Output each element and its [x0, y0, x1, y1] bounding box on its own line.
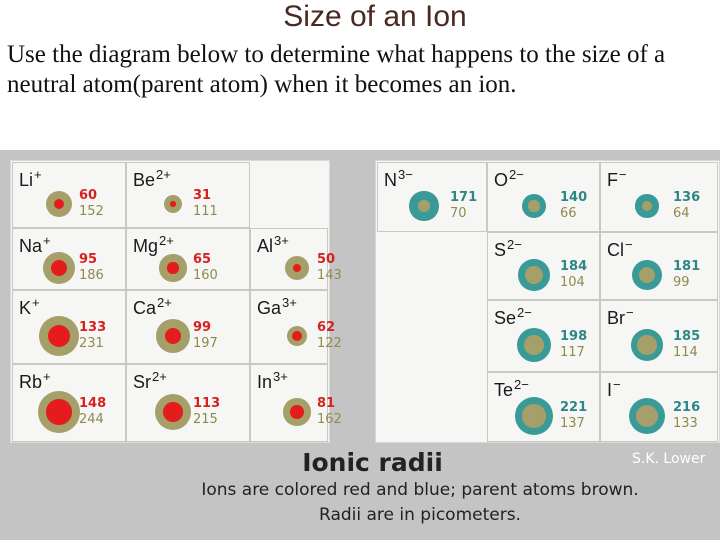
ion-radius: 133 [79, 320, 107, 335]
cation-cell-al [250, 228, 342, 290]
cation-circle [170, 201, 175, 206]
ion-radius: 221 [560, 400, 588, 415]
cation-circle [46, 399, 71, 424]
radius-values [673, 259, 700, 291]
atom-radius: 104 [560, 275, 585, 290]
radius-values [79, 396, 106, 428]
element-name: S [494, 240, 507, 260]
radius-values [560, 190, 587, 222]
parent-atom-circle [525, 266, 543, 284]
atom-radius: 231 [79, 336, 104, 351]
ion-charge: − [626, 305, 634, 320]
element-symbol [133, 369, 167, 393]
element-symbol [607, 305, 634, 329]
ion-radius: 99 [193, 320, 212, 335]
radius-values [450, 190, 477, 222]
element-symbol [607, 377, 621, 401]
element-name: Se [494, 308, 517, 328]
element-name: Te [494, 380, 514, 400]
element-symbol [257, 369, 288, 393]
figure-credit: S.K. Lower [632, 451, 706, 467]
anion-cell-te [487, 372, 600, 442]
element-name: Al [257, 236, 274, 256]
element-name: Br [607, 308, 625, 328]
radius-values [317, 320, 342, 352]
ion-radius: 95 [79, 252, 98, 267]
ion-charge: − [625, 237, 633, 252]
atom-radius: 215 [193, 412, 218, 427]
element-name: K [19, 298, 32, 318]
atom-radius: 122 [317, 336, 342, 351]
atom-radius: 133 [673, 416, 698, 431]
ion-charge: 2+ [156, 167, 171, 182]
question-prompt: Use the diagram below to determine what happens to the size of a neutral atom(parent atom) when it becomes an ion. [7, 41, 666, 98]
ion-radius: 181 [673, 259, 701, 274]
radius-values [317, 396, 342, 428]
ion-radius: 140 [560, 190, 588, 205]
ion-radius: 216 [673, 400, 701, 415]
ion-charge: 3+ [273, 369, 288, 384]
anion-cell-o [487, 162, 600, 232]
ion-radius: 198 [560, 329, 588, 344]
atom-radius: 186 [79, 268, 104, 283]
ion-radius: 31 [193, 188, 212, 203]
element-name: Rb [19, 372, 43, 392]
element-name: I [607, 380, 613, 400]
cation-cell-li [12, 162, 126, 228]
cation-cell-k [12, 290, 126, 364]
cation-circle [163, 402, 182, 421]
radius-values [317, 252, 342, 284]
element-name: Na [19, 236, 43, 256]
element-symbol [19, 233, 51, 257]
radius-values [79, 188, 104, 220]
radius-values [560, 259, 587, 291]
element-name: N [384, 170, 397, 190]
ion-radius: 50 [317, 252, 336, 267]
ion-charge: 2− [517, 305, 532, 320]
cation-cell-mg [126, 228, 250, 290]
radius-values [673, 190, 700, 222]
radius-values [79, 320, 106, 352]
cation-cell-in [250, 364, 342, 442]
element-name: O [494, 170, 509, 190]
atom-radius: 152 [79, 204, 104, 219]
atom-radius: 114 [673, 345, 698, 360]
cation-cell-rb [12, 364, 126, 442]
element-symbol [133, 167, 171, 191]
ion-charge: 2+ [152, 369, 167, 384]
radius-values [79, 252, 104, 284]
ion-radius: 60 [79, 188, 98, 203]
radius-values [193, 320, 218, 352]
parent-atom-circle [522, 404, 545, 427]
radius-values [560, 329, 587, 361]
ion-charge: + [32, 295, 40, 310]
cation-cell-sr [126, 364, 250, 442]
anion-cell-i [600, 372, 718, 442]
element-symbol [494, 167, 524, 191]
element-name: Li [19, 170, 34, 190]
radius-values [193, 188, 218, 220]
element-symbol [133, 233, 174, 257]
figure-heading: Ionic radii [302, 448, 443, 477]
radius-values [560, 400, 587, 432]
ion-charge: + [34, 167, 42, 182]
ion-charge: − [619, 167, 627, 182]
element-name: Ga [257, 298, 282, 318]
cation-cell-na [12, 228, 126, 290]
element-symbol [19, 369, 51, 393]
figure-caption [120, 448, 720, 528]
atom-radius: 70 [450, 206, 467, 221]
ion-charge: − [613, 377, 621, 392]
ion-radius: 148 [79, 396, 107, 411]
element-symbol [257, 233, 289, 257]
anion-cell-s [487, 232, 600, 300]
ion-charge: 2− [507, 237, 522, 252]
ion-radius: 184 [560, 259, 588, 274]
atom-radius: 64 [673, 206, 690, 221]
ion-radius: 185 [673, 329, 701, 344]
anion-cell-br [600, 300, 718, 372]
ion-radius: 171 [450, 190, 478, 205]
ion-radius: 113 [193, 396, 221, 411]
anion-cell-se [487, 300, 600, 372]
page-title: Size of an Ion [283, 0, 467, 33]
element-name: Ca [133, 298, 157, 318]
radius-values [673, 329, 700, 361]
ion-radius: 65 [193, 252, 212, 267]
atom-radius: 160 [193, 268, 218, 283]
element-name: Cl [607, 240, 624, 260]
parent-atom-circle [637, 335, 656, 354]
atom-radius: 162 [317, 412, 342, 427]
parent-atom-circle [528, 200, 539, 211]
element-symbol [607, 167, 627, 191]
anion-cell-f [600, 162, 718, 232]
atom-radius: 137 [560, 416, 585, 431]
anion-cell-n [377, 162, 487, 232]
ion-radius: 81 [317, 396, 336, 411]
element-symbol [494, 305, 532, 329]
cation-cell-ca [126, 290, 250, 364]
cation-cell-ga [250, 290, 342, 364]
element-symbol [19, 295, 40, 319]
ion-charge: 3+ [274, 233, 289, 248]
element-name: In [257, 372, 273, 392]
element-symbol [494, 237, 522, 261]
parent-atom-circle [418, 200, 430, 212]
element-symbol [607, 237, 633, 261]
ion-radius: 62 [317, 320, 336, 335]
ion-charge: 3− [398, 167, 413, 182]
ion-charge: 3+ [282, 295, 297, 310]
parent-atom-circle [524, 335, 544, 355]
atom-radius: 66 [560, 206, 577, 221]
radius-values [673, 400, 700, 432]
atom-radius: 244 [79, 412, 104, 427]
atom-radius: 143 [317, 268, 342, 283]
element-name: Sr [133, 372, 151, 392]
atom-radius: 99 [673, 275, 690, 290]
anion-cell-cl [600, 232, 718, 300]
element-name: Be [133, 170, 156, 190]
atom-radius: 117 [560, 345, 585, 360]
legend-line-units: Radii are in picometers. [319, 505, 521, 525]
ion-charge: + [43, 369, 51, 384]
ion-charge: 2+ [159, 233, 174, 248]
element-name: Mg [133, 236, 159, 256]
element-name: F [607, 170, 618, 190]
cation-circle [290, 405, 304, 419]
atom-radius: 197 [193, 336, 218, 351]
ion-charge: 2− [509, 167, 524, 182]
element-symbol [384, 167, 413, 191]
radius-values [193, 396, 220, 428]
atom-radius: 111 [193, 204, 218, 219]
cation-circle [167, 262, 178, 273]
radius-values [193, 252, 218, 284]
element-symbol [494, 377, 529, 401]
ion-charge: + [43, 233, 51, 248]
cation-cell-be [126, 162, 250, 228]
ion-charge: 2+ [157, 295, 172, 310]
ion-radius: 136 [673, 190, 701, 205]
element-symbol [257, 295, 297, 319]
element-symbol [19, 167, 42, 191]
ion-charge: 2− [514, 377, 529, 392]
element-symbol [133, 295, 172, 319]
legend-line-colors: Ions are colored red and blue; parent atoms brown. [201, 480, 639, 500]
